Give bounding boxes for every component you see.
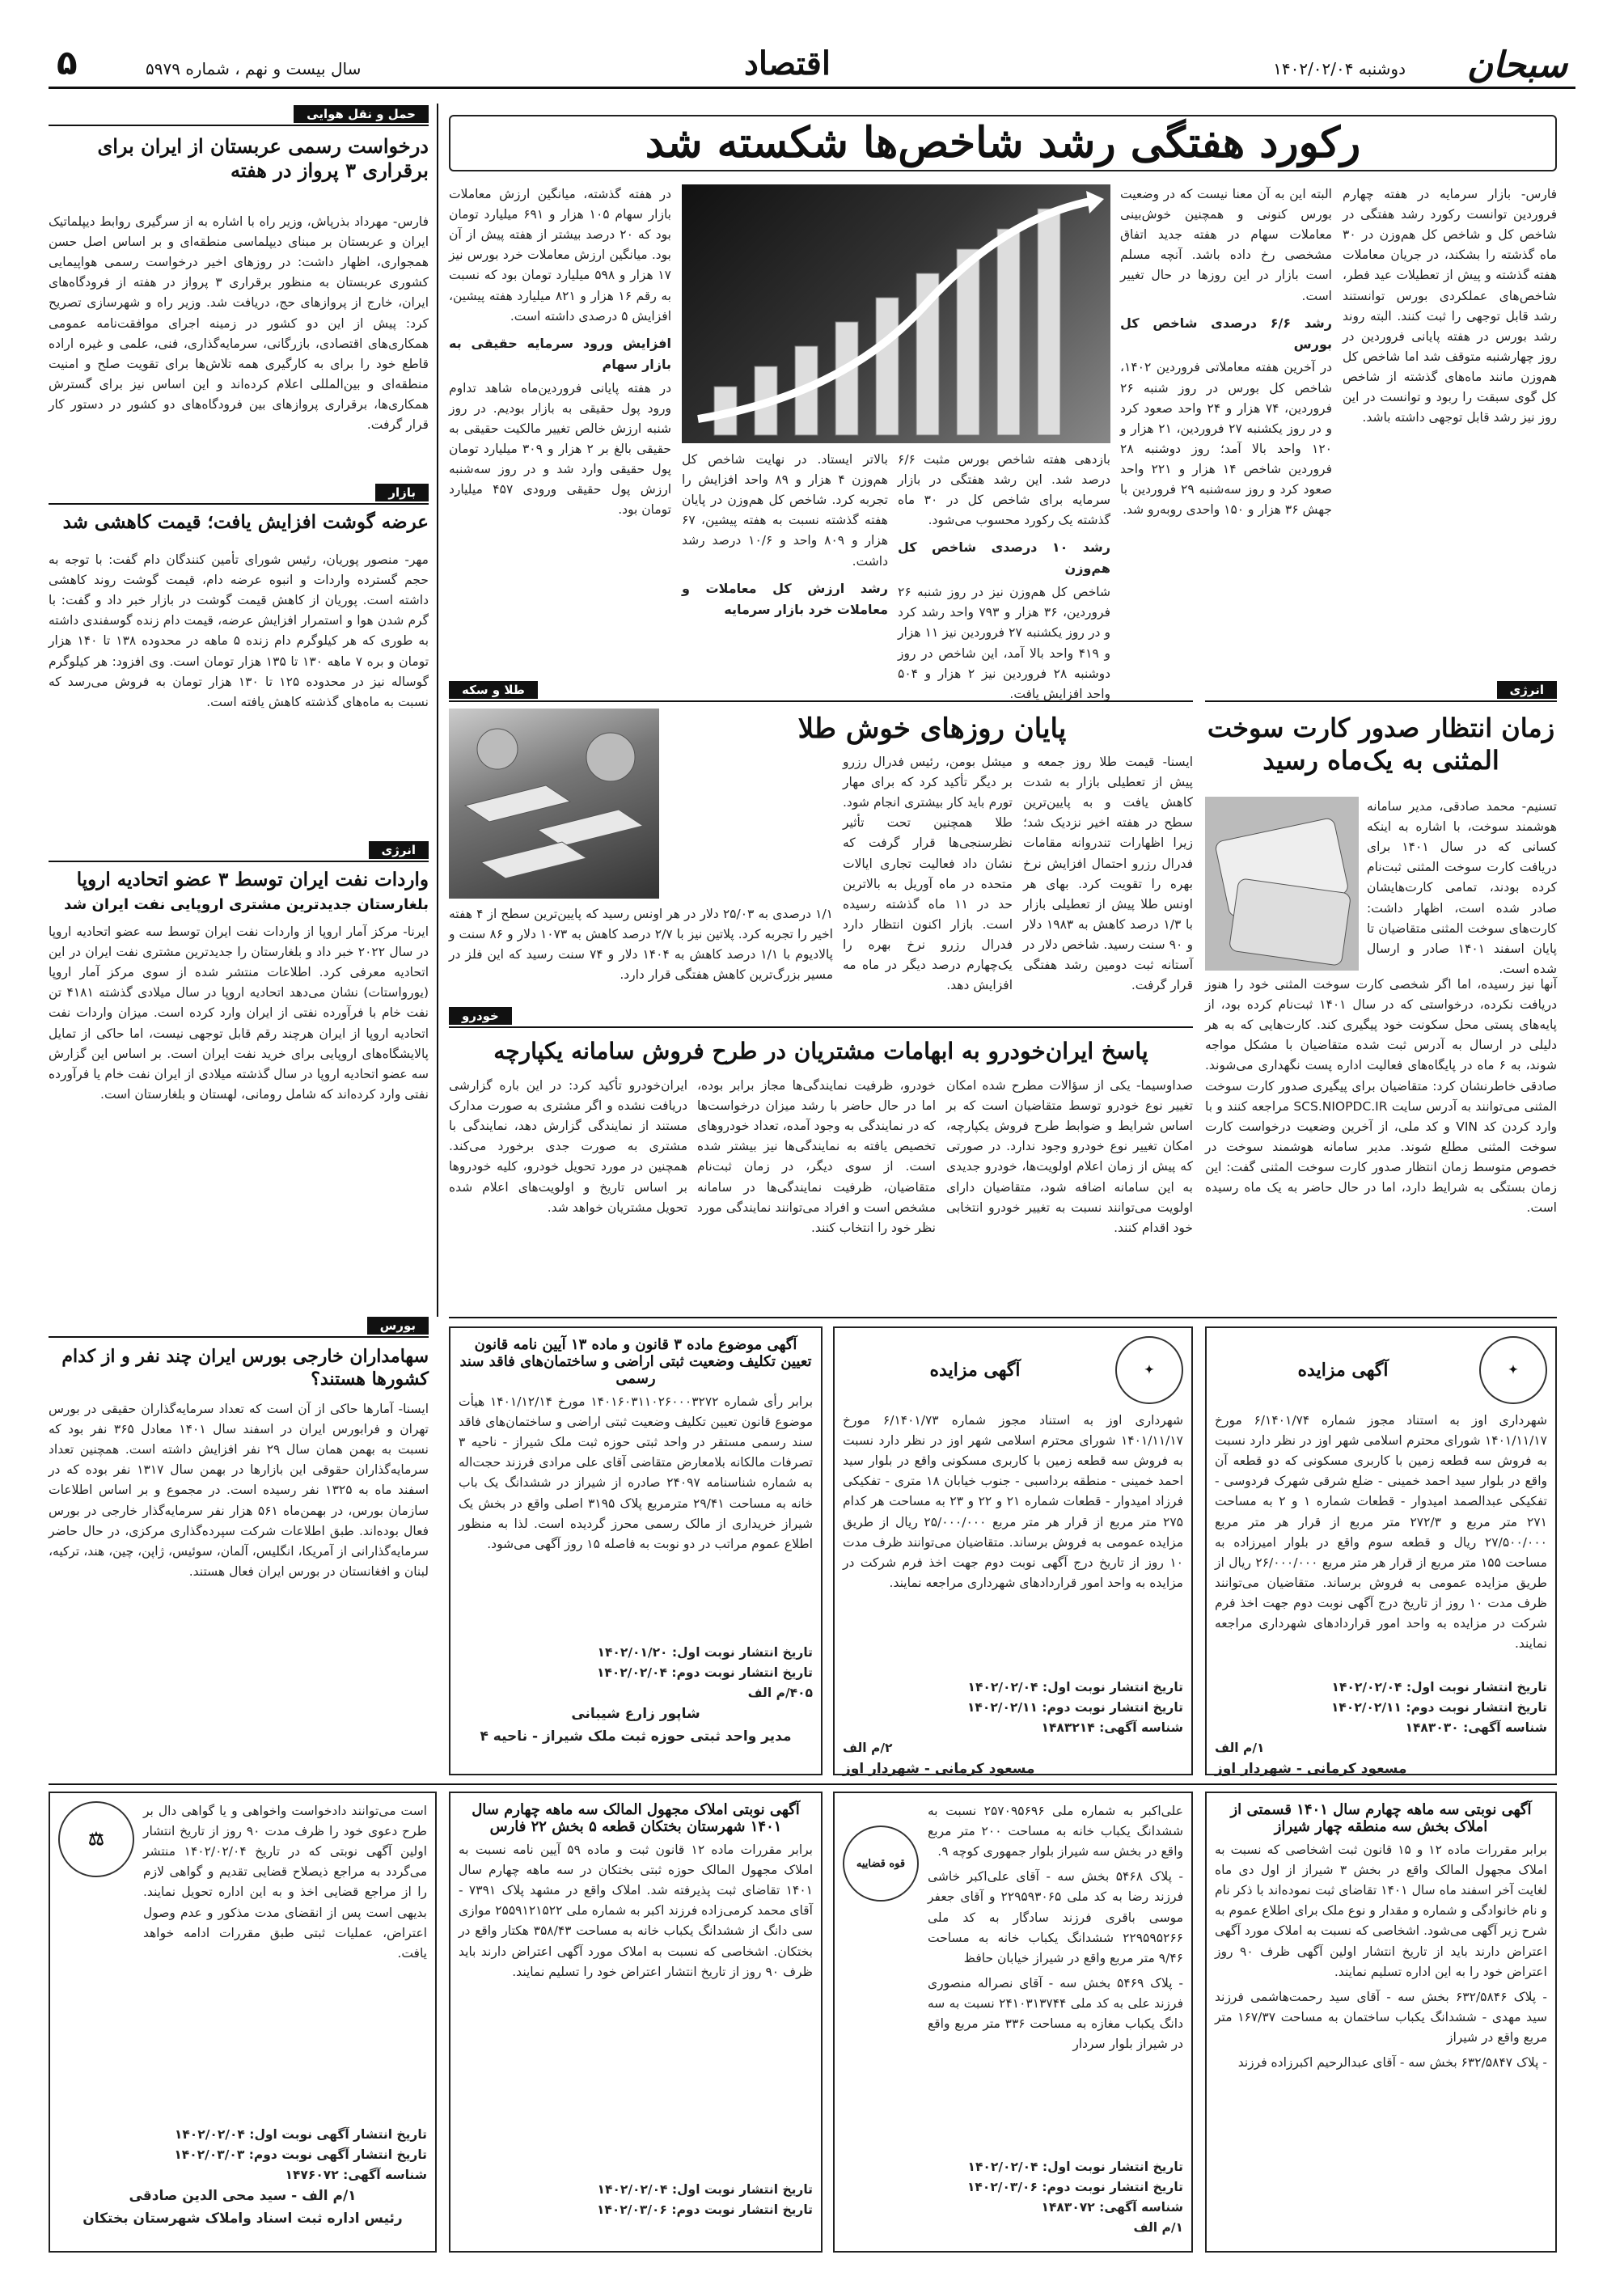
ad1-title: آگهی مزایده xyxy=(1297,1360,1389,1381)
left3-headline: واردات نفت ایران توسط ۳ عضو اتحادیه اروپا xyxy=(76,869,429,891)
ad1-body: شهرداری اوز به استناد مجوز شماره ۶/۱۴۰۱/۷۴ مورخ ۱۴۰۱/۱۱/۱۷ شورای محترم اسلامی شهر اوز در نظر دارد نسبت به فروش سه قطعه زمین با کاربری مسکونی که دو قطعه آن واقع در بلوار سید احمد خمینی - ضلع شرقی شهرک فردوسی - تفکیکی عبدالصمد امیدوار - قطعات شماره ۱ و ۲ به مساحت ۲۷۱ متر مربع و ۲۷۲/۳ متر مربع از قرار هر متر مربع ۲۷/۵۰۰/۰۰۰ ریال و قطعه سوم واقع در بلوار امیرزاده به مساحت ۱۵۵ متر مربع از قرار هر متر مربع ۲۶/۰۰۰/۰۰۰ ریال از طریق مزایده عمومی به فروش برساند. متقاضیان می‌توانند ظرف مدت ۱۰ روز از تاریخ درج آگهی نوبت دوم جهت اخذ فرم شرکت در مزایده به واحد امور قراردادهای شهرداری مراجعه نمایند. xyxy=(1215,1413,1548,1652)
ad2-emblem-icon: ✦ xyxy=(1115,1336,1183,1404)
left2-tag: بازار xyxy=(375,484,429,501)
left3-tagbar xyxy=(49,841,429,862)
ad3-title: آگهی موضوع ماده ۳ قانون و ماده ۱۳ آیین نامه قانون تعیین تکلیف وضعیت ثبتی اراضی و ساختمان‌های فاقد سند رسمی xyxy=(459,1336,812,1387)
ad2-meta: تاریخ انتشار نوبت اول: ۱۴۰۲/۰۲/۰۴ تاریخ انتشار نوبت دوم: ۱۴۰۲/۰۲/۱۱ شناسه آگهی: ۱۴۸۳۲۱۴ ۲/م الف مسعود کرمانی - شهردار اوز xyxy=(843,1680,1183,1778)
car-col-2: خودرو، ظرفیت نمایندگی‌ها مجاز برابر بوده، اما در حال حاضر با رشد میزان درخواست‌ها که در نمایندگی به وجود آمده، تعداد خودروهای تخصیص یافته به نمایندگی‌ها نیز بیشتر شده است. از سوی دیگر، در زمان ثبت‌نام متقاضیان، ظرفیت نمایندگی‌ها در سامانه مشخص است و افراد می‌توانند نمایندگی مورد نظر خود را انتخاب کنند. xyxy=(697,1078,936,1235)
ad6-body: برابر مقررات ماده ۱۲ قانون ثبت و ماده ۵۹ آیین نامه نسبت به املاک مجهول المالک حوزه ثبتی بختکان در سه ماهه چهارم سال ۱۴۰۱ تقاضای ثبت پذیرفته شد. املاک واقع در مشهد پلاک ۷۳۹۱ - آقای محمد کرمی‌زاده فرزند اکبر به شماره ملی ۲۵۵۹۱۲۱۵۲۲ موازی سی دانگ از ششدانگ یکباب خانه به مساحت ۳۵۸/۴۳ هکتار واقع در بختکان. اشخاصی که نسبت به املاک مورد آگهی اعتراض دارند باید ظرف ۹۰ روز از تاریخ انتشار اعتراض خود را تسلیم نمایند. xyxy=(459,1842,813,1979)
fuel-card-graphic xyxy=(1205,797,1359,971)
gold-col-2: میشل بومن، رئیس فدرال رزرو بر دیگر تأکید کرد که برای مهار تورم باید کار بیشتری انجام شود. طلا همچنین تحت تأثیر نظرسنجی‌ها قرار گرفت که نشان داد فعالیت تجاری ایالات متحده در ماه آوریل به بالاترین حد در ۱۱ ماه گذشته رسیده است. بازار اکنون انتظار دارد فدرال رزرو نرخ بهره را یک‌چهارم درصد دیگر در ماه مه افزایش دهد. xyxy=(843,755,1013,993)
car-col-1: صداوسیما- یکی از سؤالات مطرح شده امکان تغییر نوع خودرو توسط متقاضیان است که بر اساس شرایط و ضوابط طرح فروش یکپارچه، امکان تغییر نوع خودرو وجود ندارد. در صورتی که پیش از زمان اعلام اولویت‌ها، خودرو جدیدی به این سامانه اضافه شود، متقاضیان دارای اولویت می‌توانند نسبت به تغییر خودرو انتخابی خود اقدام کنند. xyxy=(946,1078,1193,1235)
gold-col-3: ۱/۱ درصدی به ۲۵/۰۳ دلار در هر اونس رسید که پایین‌ترین سطح از ۴ هفته اخیر را تجربه کرد. پلاتین نیز با ۲/۷ درصد کاهش به ۱۰۷۳ دلار و ۸۶ سنت و پالادیوم با ۱/۱ درصد کاهش به ۱۴۰۴ دلار و ۷۴ سنت رسید که این فلز در مسیر بزرگ‌ترین کاهش هفتگی قرار دارد. xyxy=(449,907,833,983)
section-title: اقتصاد xyxy=(744,44,831,82)
main-caption-1: بازدهی هفته شاخص بورس مثبت ۶/۶ درصد شد. این رشد هفتگی در بازار سرمایه برای شاخص کل در ۳۰ ماه گذشته یک رکورد محسوب می‌شود. رشد ۱۰ درصدی شاخص کل هم‌وزن شاخص کل هم‌وزن نیز در روز شنبه ۲۶ فروردین، ۳۶ هزار و ۷۹۳ واحد رشد کرد و در روز یکشنبه ۲۷ فروردین نیز ۱۱ هزار و ۴۱۹ واحد بالا آمد، این شاخص در روز دوشنبه ۲۸ فروردین نیز ۲ هزار و ۵۰۴ واحد افزایش یافت. xyxy=(898,452,1110,701)
gold-headline: پایان روزهای خوش طلا xyxy=(797,713,1067,745)
main-headline: رکورد هفتگی رشد شاخص‌ها شکسته شد xyxy=(645,118,1361,167)
ad7-body: است می‌توانند دادخواست واخواهی و یا گواهی دال بر طرح دعوی خود را ظرف مدت ۹۰ روز از تاریخ انتشار اولین آگهی نوبتی که در تاریخ ۱۴۰۲/۰۲/۰۴ منتشر می‌گردد به مراجع ذیصلاح قضایی تقدیم و گواهی لازم را از مراجع قضایی اخذ و به این اداره تحویل نمایند. بدیهی است پس از انقضای مدت مذکور و عدم وصول اعتراض، عملیات ثبتی طبق مقررات ادامه خواهد یافت. xyxy=(143,1804,428,1961)
left4-headline: سهامداران خارجی بورس ایران چند نفر و از کدام کشورها هستند؟ xyxy=(61,1346,429,1390)
card-headline: زمان انتظار صدور کارت سوخت المثنی به یک‌ماه رسید xyxy=(1207,713,1555,776)
fuel-card-photo xyxy=(1205,797,1359,971)
ad6-title: آگهی نوبتی املاک مجهول المالک سه ماهه چهارم سال ۱۴۰۱ شهرستان بختکان قطعه ۵ بخش ۲۲ فارس xyxy=(472,1801,800,1835)
gold-col-1: ایسنا- قیمت طلا روز جمعه و پیش از تعطیلی بازار به شدت کاهش یافت و به پایین‌ترین سطح در هفته اخیر نزدیک شد؛ زیرا اظهارات تندروانه مقامات فدرال رزرو احتمال افزایش نرخ بهره را تقویت کرد. بهای هر اونس طلا پیش از تعطیلی بازار با ۱/۳ درصد کاهش به ۱۹۸۳ دلار و ۹۰ سنت رسید. شاخص دلار در آستانه ثبت دومین رشد هفتگی قرار گرفت. xyxy=(1023,755,1194,993)
ad1-emblem-icon: ✦ xyxy=(1479,1336,1547,1404)
main-caption-2: بالاتر ایستاد. در نهایت شاخص کل هم‌وزن ۴ هزار و ۸۹ واحد افزایش را تجربه کرد. شاخص کل هم‌وزن در پایان هفته گذشته نسبت به هفته پیشین، ۶۷ هزار و ۸۰۹ واحد و ۱۰/۶ درصد رشد داشت. رشد ارزش کل معاملات و معاملات خرد بازار سرمایه xyxy=(682,452,889,617)
ad1-meta: تاریخ انتشار نوبت اول: ۱۴۰۲/۰۲/۰۴ تاریخ انتشار نوبت دوم: ۱۴۰۲/۰۲/۱۱ شناسه آگهی: ۱۴۸۳۰۳۰ ۱/م الف مسعود کرمانی - شهردار اوز xyxy=(1215,1680,1547,1778)
card-intro: تسنیم- محمد صادقی، مدیر سامانه هوشمند سوخت، با اشاره به اینکه کسانی که در سال ۱۴۰۱ برای دریافت کارت سوخت المثنی ثبت‌نام کرده بودند، تمامی کارت‌هایشان صادر شده است، اظهار داشت: کارت‌های سوخت المثنی متقاضیان تا پایان اسفند ۱۴۰۱ صادر و ارسال شده است. xyxy=(1367,799,1557,976)
ad3-body: برابر رأی شماره ۱۴۰۱۶۰۳۱۱۰۲۶۰۰۰۳۲۷۲ مورخ ۱۴۰۱/۱۲/۱۴ هیأت موضوع قانون تعیین تکلیف وضعیت ثبتی اراضی و ساختمان‌های فاقد سند رسمی مستقر در واحد ثبتی حوزه ثبت ملک شیراز - ناحیه ۳ تصرفات مالکانه بلامعارض متقاضی آقای علی مرادی فرزند حجت‌اله به شماره شناسنامه ۲۴۰۹۷ صادره از شیراز در ششدانگ یک باب خانه به مساحت ۲۹/۴۱ مترمربع پلاک ۳۱۹۵ اصلی واقع در بخش یک شیراز خریداری از مالک رسمی محرز گردیده است. لذا به منظور اطلاع عموم مراتب در دو نوبت به فاصله ۱۵ روز آگهی می‌شود. xyxy=(459,1394,814,1551)
car-headline: پاسخ ایران‌خودرو به ابهامات مشتریان در طرح فروش سامانه یکپارچه xyxy=(493,1038,1148,1064)
gold-tag: طلا و سکه xyxy=(449,681,538,699)
main-col-3: در هفته گذشته، میانگین ارزش معاملات بازار سهام ۱۰۵ هزار و ۶۹۱ میلیارد تومان بود که ۲۰ درصد بیشتر از هفته پیش از آن بود. میانگین ارزش معاملات خرد بورس نیز ۱۷ هزار و ۵۹۸ میلیارد تومان بود که نسبت به رقم ۱۶ هزار و ۸۲۱ میلیارد هفته پیشین، افزایش ۵ درصدی داشته است. افزایش ورود سرمایه حقیقی به بازار سهام در هفته پایانی فروردین‌ماه شاهد تداوم ورود پول حقیقی به بازار بودیم. در روز شنبه ارزش خالص تغییر مالکیت حقیقی به حقیقی بالغ بر ۲ هزار و ۳۰۹ میلیارد تومان پول حقیقی وارد شد و در روز سه‌شنبه ارزش پول حقیقی ورودی ۴۵۷ میلیارد تومان بود. xyxy=(449,187,672,518)
left1-headline: درخواست رسمی عربستان از ایران برای برقراری ۳ پرواز در هفته xyxy=(97,134,429,182)
left1-tagbar xyxy=(49,105,429,126)
sidebar-divider xyxy=(437,104,438,1317)
issue-date: دوشنبه ۱۴۰۲/۰۲/۰۴ xyxy=(1273,59,1406,78)
left4-body: ایسنا- آمارها حاکی از آن است که تعداد سرمایه‌گذاران حقیقی در بورس تهران و فرابورس ایران در اسفند سال ۱۴۰۱ معادل ۳۶۵ نفر بود که نسبت به بهمن همان سال ۲۹ نفر افزایش داشته است. همچنین تعداد سرمایه‌گذاران حقوقی این بازارها در بهمن سال ۱۳۱۷ نفر بوده که در اسفند ماه به ۱۳۲۵ نفر رسیده است. در مجموع و بر اساس اطلاعات سازمان بورس، در بهمن‌ماه ۵۶۱ هزار نفر سرمایه‌گذار خارجی در بورس فعال بوده‌اند. طبق اطلاعات شرکت سپرده‌گذاری مرکزی، در حال حاضر سرمایه‌گذارانی از آمریکا، انگلیس، آلمان، سوئیس، ژاپن، چین، هند، ترکیه، لبنان و افغانستان در بورس ایران فعال هستند. xyxy=(49,1402,429,1579)
car-tag: خودرو xyxy=(449,1007,512,1025)
newspaper-logo: سبحان xyxy=(1466,44,1567,86)
left4-tag: بورس xyxy=(367,1317,429,1335)
card-tag: انرژی xyxy=(1497,681,1558,699)
ad4-title: آگهی نوبتی سه ماهه چهارم سال ۱۴۰۱ قسمتی از املاک بخش سه منطقه چهار شیراز xyxy=(1230,1801,1532,1835)
left4-tagbar xyxy=(49,1317,429,1338)
masthead xyxy=(49,44,1575,89)
rising-bars-graphic xyxy=(682,184,1110,443)
main-col-2: البته این به آن معنا نیست که در وضعیت بورس کنونی و همچنین خوش‌بینی معاملات سهام در هفته جدید اتفاق مشخصی رخ داده باشد. آنچه مسلم است بازار در این روزها در حال تغییر است. رشد ۶/۶ درصدی شاخص کل بورس در آخرین هفته معاملاتی فروردین ۱۴۰۲، شاخص کل بورس در روز شنبه ۲۶ فروردین، ۷۴ هزار و ۲۴ واحد صعود کرد و در روز یکشنبه ۲۷ فروردین، ۲۱ هزار و ۱۲۰ واحد بالا آمد؛ روز دوشنبه ۲۸ فروردین شاخص ۱۴ هزار و ۲۲۱ واحد صعود کرد و روز سه‌شنبه ۲۹ فروردین با جهش ۳۶ هزار و ۱۵۰ واحدی روبه‌رو شد. xyxy=(1120,187,1333,518)
gold-bars-photo xyxy=(449,709,659,899)
ad7-emblem-icon: ⚖ xyxy=(58,1801,134,1877)
ad7-meta: تاریخ انتشار آگهی نوبت اول: ۱۴۰۲/۰۲/۰۴ تاریخ انتشار آگهی نوبت دوم: ۱۴۰۲/۰۳/۰۳ شناسه آگهی: ۱۴۷۶۰۷۲ ۱/م الف - سید محی الدین صادقی رئیس اداره ثبت اسناد واملاک شهرستان بختکان xyxy=(82,2127,427,2227)
ads-top-rule xyxy=(449,1317,1557,1318)
car-col-3: ایران‌خودرو تأکید کرد: در این باره گزارشی دریافت نشده و اگر مشتری به صورت مدارک مستند از نمایندگی گزارش دهد، نمایندگی با مشتری به صورت جدی برخورد می‌کند. همچنین در مورد تحویل خودرو، کلیه خودروها بر اساس تاریخ و اولویت‌های اعلام شده تحویل مشتریان خواهد شد. xyxy=(449,1078,687,1215)
ad6-box xyxy=(449,1792,823,2253)
main-headline-box xyxy=(449,115,1557,171)
ad1-box xyxy=(1205,1326,1557,1778)
left2-headline: عرضه گوشت افزایش یافت؛ قیمت کاهشی شد xyxy=(62,511,429,533)
car-tagbar xyxy=(449,1007,1193,1028)
ad2-body: شهرداری اوز به استناد مجوز شماره ۶/۱۴۰۱/۷۳ مورخ ۱۴۰۱/۱۱/۱۷ شورای محترم اسلامی شهر اوز در نظر دارد نسبت به فروش سه قطعه زمین با کاربری مسکونی واقع در بلوار سید احمد خمینی - منطقه برداسبی - جنوب خیابان ۱۸ متری - تفکیکی فرزاد امیدوار - قطعات شماره ۲۱ و ۲۲ و ۲۳ به مساحت هر کدام ۲۷۵ متر مربع از قرار هر متر مربع ۲۵/۰۰۰/۰۰۰ ریال از طریق مزایده عمومی به فروش برساند. متقاضیان می‌توانند ظرف مدت ۱۰ روز از تاریخ درج آگهی نوبت دوم جهت اخذ فرم شرکت در مزایده به واحد امور قراردادهای شهرداری مراجعه نمایند. xyxy=(843,1413,1183,1590)
ad5-emblem-icon: قوه قضاییه xyxy=(843,1826,919,1902)
left3-subhead: بلغارستان جدیدترین مشتری اروپایی نفت ایران شد xyxy=(64,896,429,913)
ad5-body: علی‌اکبر به شماره ملی ۲۵۷۰۹۵۶۹۶ نسبت به ششدانگ یکباب خانه به مساحت ۲۰۰ متر مربع واقع در بخش سه شیراز بلوار جمهوری کوچه ۹. - پلاک ۵۴۶۸ بخش سه - آقای علی‌اکبر خاشی فرزند رضا به کد ملی ۲۲۹۵۹۳۰۶۵ و آقای جعفر موسی باقری فرزند سادگار به کد ملی ۲۲۹۵۹۵۲۶۶ ششدانگ یکباب خانه به مساحت ۹/۴۶ متر مربع واقع در شیراز خیابان حافظ - پلاک ۵۴۶۹ بخش سه - آقای نصراله منصوری فرزند علی به کد ملی ۲۴۱۰۳۱۳۷۴۴ نسبت به سه دانگ یکباب مغازه به مساحت ۳۳۶ متر مربع واقع در شیراز بلوار سردار xyxy=(928,1804,1184,2052)
ads-bottom-rule xyxy=(49,1783,1557,1785)
gold-bars-graphic xyxy=(449,709,659,899)
left3-body: ایرنا- مرکز آمار اروپا از واردات نفت ایران توسط سه عضو اتحادیه اروپا در سال ۲۰۲۲ خبر داد و بلغارستان را جدیدترین مشتری نفت ایران در این اتحادیه معرفی کرد. اطلاعات منتشر شده از سوی مرکز آمار اروپا (یورواستات) نشان می‌دهد اتحادیه اروپا در سال میلادی گذشته ۴۱۸۱ تن نفت خام با فرآورده نفتی از ایران وارد کرده است. میزان واردات نفت اتحادیه اروپا از ایران هرچند رقم قابل توجهی نیست، اما حاکی از تمایل پالایشگاه‌های اروپایی برای خرید نفت ایران است. بر اساس این گزارش سه عضو اتحادیه اروپا در سال گذشته میلادی از ایران نفت خام یا فرآورده نفتی وارد کرده‌اند که شامل رومانی، لهستان و بلغارستان است. xyxy=(49,924,429,1102)
card-tagbar xyxy=(1205,681,1557,702)
left2-tagbar xyxy=(49,484,429,505)
ad2-title: آگهی مزایده xyxy=(929,1360,1021,1381)
ad5-meta: تاریخ انتشار نوبت اول: ۱۴۰۲/۰۲/۰۴ تاریخ انتشار نوبت دوم: ۱۴۰۲/۰۳/۰۶ شناسه آگهی: ۱۴۸۳۰۷۲ ۱/م الف xyxy=(966,2160,1183,2236)
ad5-box xyxy=(833,1792,1193,2253)
card-body: آنها نیز رسیده، اما اگر شخصی کارت سوخت المثنی خود را هنوز دریافت نکرده، درخواستی که در سال ۱۴۰۱ ثبت‌نام کرده بود، از پایه‌های پستی محل سکونت خود پیگیری کند. کارت‌هایی که به هر دلیلی در ارسال به آدرس ثبت شده متقاضیان با مشکل مواجه شوند، به ۶ ماه در پایگاه‌های فعالیت اداره پست نگهداری می‌شوند. صادقی خاطرنشان کرد: متقاضیان برای پیگیری صدور کارت سوخت المثنی می‌توانند به آدرس سایت SCS.NIOPDC.IR مراجعه کنند و با وارد کردن کد VIN و کد ملی، از آخرین وضعیت درخواست کارت سوخت المثنی مطلع شوند. مدیر سامانه هوشمند سوخت در خصوص متوسط زمان انتظار صدور کارت سوخت المثنی گفت: این زمان بستگی به شرایط دارد، اما در حال حاضر به یک ماه رسیده است. xyxy=(1205,977,1558,1216)
left2-body: مهر- منصور پوریان، رئیس شورای تأمین کنندگان دام گفت: با توجه به حجم گسترده واردات و انبوه عرضه دام، قیمت گوشت روند کاهشی داشته است. پوریان از کاهش قیمت گوشت در بازار خبر داد و گفت: با گرم شدن هوا و استمرار افزایش عرضه، قیمت دام زنده گوسفندی داشته به طوری که هر کیلوگرم دام زنده ۵ ماهه در محدوده ۱۳۸ تا ۱۴۰ هزار تومان و بره ۷ ماهه ۱۳۰ تا ۱۳۵ هزار تومان است. وی افزود: هر کیلوگرم گوساله نیز در محدوده ۱۲۵ تا ۱۳۰ هزار تومان به فروش می‌رسد که نسبت به ماه‌های گذشته کاهش یافته است. xyxy=(49,552,429,709)
ad3-box xyxy=(449,1326,823,1775)
stock-chart-photo xyxy=(682,184,1110,443)
ad6-meta: تاریخ انتشار نوبت اول: ۱۴۰۲/۰۲/۰۴ تاریخ انتشار نوبت دوم: ۱۴۰۲/۰۳/۰۶ xyxy=(596,2182,813,2218)
main-col-1: فارس- بازار سرمایه در هفته چهارم فروردین توانست رکورد رشد هفتگی در شاخص کل و شاخص کل هم‌وزن در ۳۰ ماه گذشته را بشکند، در جریان معاملات هفته گذشته و پیش از تعطیلات عید فطر، شاخص‌های عملکردی بورس توانستند رشد قابل توجهی را ثبت کنند. البته روند رشد بورس در هفته پایانی فروردین در روز چهارشنبه متوقف شد اما شاخص کل هم‌وزن مانند ماه‌های گذشته از شاخص کل گوی سبقت را ربود و توانست در این روز نیز رشد قابل توجهی داشته باشد. xyxy=(1343,187,1557,425)
issue-number: سال بیست و نهم ، شماره ۵۹۷۹ xyxy=(146,59,362,78)
left3-tag: انرژی xyxy=(369,841,429,859)
gold-tagbar xyxy=(449,681,1193,702)
ad7-box xyxy=(49,1792,437,2253)
ad4-body: برابر مقررات ماده ۱۲ و ۱۵ قانون ثبت اشخاصی که نسبت به املاک مجهول المالک واقع در بخش ۳ شیراز از اول دی ماه لغایت آخر اسفند ماه سال ۱۴۰۱ تقاضای ثبت نموده‌اند با ذکر نام و نام خانوادگی و شماره و مقدار و نوع ملک برای اطلاع عموم به شرح زیر آگهی می‌شود. اشخاصی که نسبت به املاک مورد آگهی اعتراض دارند باید از تاریخ انتشار اولین آگهی ظرف ۹۰ روز اعتراض خود را به این اداره تسلیم نمایند. - پلاک ۶۳۲/۵۸۴۶ بخش سه - آقای سید رحمت‌هاشمی فرزند سید مهدی - ششدانگ یکباب ساختمان به مساحت ۱۶۷/۳۷ متر مربع واقع در شیراز - پلاک ۶۳۲/۵۸۴۷ بخش سه - آقای عبدالرحیم اکبرزاده فرزند xyxy=(1215,1842,1547,2071)
ad3-meta: تاریخ انتشار نوبت اول: ۱۴۰۲/۰۱/۲۰ تاریخ انتشار نوبت دوم: ۱۴۰۲/۰۲/۰۴ ۴۰۵/م الف شاپور زارع شیبانی مدیر واحد ثبتی حوزه ثبت ملک شیراز - ناحیه ۴ xyxy=(480,1645,813,1745)
ad4-box xyxy=(1205,1792,1557,2253)
left1-tag: حمل و نقل هوایی xyxy=(294,105,429,123)
page-number: ۵ xyxy=(57,43,78,82)
ad2-box xyxy=(833,1326,1193,1778)
left1-body: فارس- مهرداد بذرپاش، وزیر راه با اشاره به از سرگیری روابط دیپلماتیک ایران و عربستان بر مبنای دیپلماسی منطقه‌ای و بر اساس اصل حسن همجواری، اظهار داشت: در روزهای اخیر درخواست رسمی هواپیمایی کشوری عربستان به منظور برقراری ۳ پرواز در هفته از فرودگاه‌های ایران، خارج از پروازهای حج، دریافت شد. وزیر راه و شهرسازی تصریح کرد: پیش از این دو کشور در زمینه اجرای موافقت‌نامه عمومی همکاری‌های اقتصادی، بازرگانی، سرمایه‌گذاری، فنی، علمی و غیره اراده قاطع خود را برای به کارگیری همه تلاش‌ها برای تقویت صلح و امنیت منطقه‌ای و بین‌المللی اعلام کرده‌اند و این اساس نیز برای گسترش همکاری‌ها، برقراری پروازهای بین فرودگاه‌های دو کشور در دستور کار قرار گرفت. xyxy=(49,214,429,433)
